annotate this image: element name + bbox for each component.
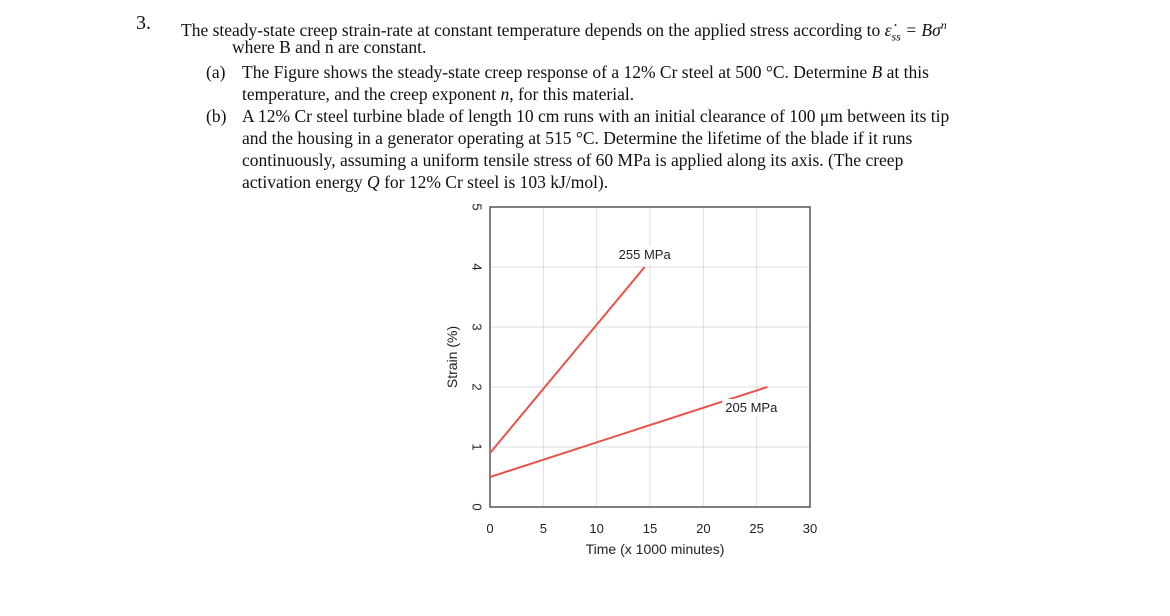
part-a-text-post: at this <box>886 62 929 82</box>
question-number: 3. <box>136 12 151 34</box>
part-b-line-2: and the housing in a generator operating at 515 °C. Determine the lifetime of the blade if it runs <box>242 128 913 148</box>
x-tick-label: 20 <box>696 521 711 536</box>
part-a-line-2 <box>242 83 634 105</box>
part-b-label: (b) <box>206 106 227 126</box>
strain-rate-symbol: ε̇ <box>884 19 892 40</box>
x-tick-label: 5 <box>539 521 547 536</box>
y-tick-label: 2 <box>469 383 485 391</box>
series-annotation: 205 MPa <box>725 400 778 415</box>
series-line <box>490 267 645 453</box>
x-axis-label: Time (x 1000 minutes) <box>585 541 725 557</box>
x-tick-label: 10 <box>589 521 604 536</box>
part-b-text-4-post: for 12% Cr steel is 103 kJ/mol). <box>384 172 609 192</box>
question-line-2: where B and n are constant. <box>232 37 427 57</box>
part-a-text-2: temperature, and the creep exponent <box>242 84 497 104</box>
y-tick-label: 1 <box>469 443 485 451</box>
part-a-line-1 <box>242 61 929 83</box>
y-tick-label: 0 <box>469 503 485 511</box>
y-tick-label: 4 <box>469 263 485 271</box>
x-tick-label: 15 <box>642 521 658 536</box>
series-annotation: 255 MPa <box>618 247 671 262</box>
creep-equation <box>884 18 947 44</box>
part-a-text: The Figure shows the steady-state creep response of a 12% Cr steel at 500 °C. Determine <box>242 62 868 82</box>
x-tick-label: 25 <box>749 521 764 536</box>
chart-series <box>490 246 780 477</box>
x-tick-label: 30 <box>802 521 818 536</box>
y-tick-label: 5 <box>469 203 485 211</box>
var-n: n <box>500 84 510 104</box>
var-Q: Q <box>367 172 380 192</box>
part-b-text-4: activation energy <box>242 172 363 192</box>
part-b-line-1: A 12% Cr steel turbine blade of length 10 cm runs with an initial clearance of 100 μm between its tip <box>242 106 950 126</box>
y-tick-label: 3 <box>469 323 485 331</box>
creep-chart <box>420 190 840 570</box>
var-B: B <box>871 62 883 82</box>
x-tick-label: 0 <box>486 521 494 536</box>
part-a-text-2-post: , for this material. <box>509 84 635 104</box>
eq-subscript: ss <box>891 29 901 44</box>
question-text: The steady-state creep strain-rate at constant temperature depends on the applied stress according to <box>181 19 881 40</box>
part-a-label: (a) <box>206 62 226 82</box>
y-axis-label: Strain (%) <box>444 325 460 389</box>
part-b-line-3: continuously, assuming a uniform tensile stress of 60 MPa is applied along its axis. (The creep <box>242 150 904 170</box>
eq-rhs: = Bσ <box>905 19 941 40</box>
eq-exponent: n <box>940 18 947 32</box>
